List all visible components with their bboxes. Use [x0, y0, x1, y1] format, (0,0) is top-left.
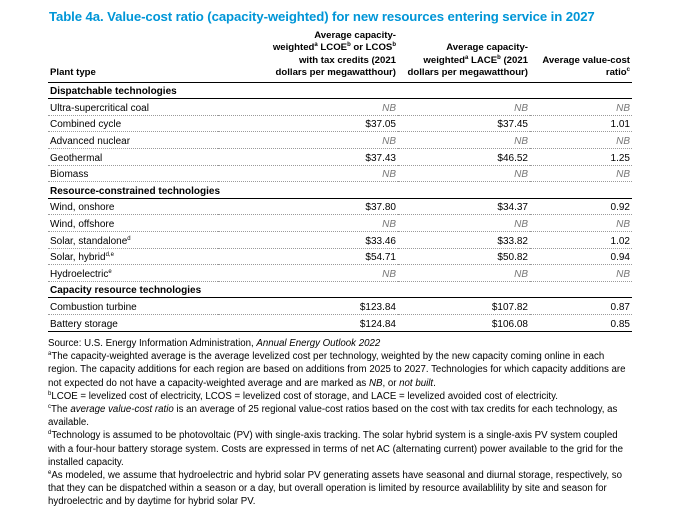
section-header-row	[48, 82, 632, 99]
footnote-marker: e	[108, 268, 112, 275]
plant-type-label: Solar, standalone	[50, 235, 128, 247]
header-ratio-label: Average value-cost ratio	[542, 54, 630, 79]
footnote-marker: e	[48, 470, 52, 477]
lcoe-cell: NB	[218, 99, 398, 116]
header-lcoe-line4: dollars per megawatthour)	[275, 67, 396, 79]
ratio-cell: NB	[530, 265, 632, 282]
table-row	[48, 132, 632, 149]
lcoe-cell: NB	[218, 132, 398, 149]
table-row	[48, 215, 632, 232]
footnote-c	[48, 403, 634, 429]
lcoe-cell: $37.80	[218, 198, 398, 215]
table-row	[48, 165, 632, 182]
footnote-text: As modeled, we assume that hydroelectric and hybrid solar PV generating assets have seasonal and diurnal storage, respectively, so that they can be dispatched within a season or a day, but overall operation is limited by resource availablility by site and season for hydroelectric and by daytime for hybrid solar PV.	[48, 470, 622, 508]
footnote-marker: a	[314, 42, 318, 49]
plant-type-cell	[48, 298, 218, 315]
lace-cell: $37.45	[398, 115, 530, 132]
header-lcoe-line2-c: or LCOS	[350, 42, 393, 54]
plant-type-cell	[48, 248, 218, 265]
plant-type-cell	[48, 265, 218, 282]
ratio-cell: NB	[530, 215, 632, 232]
footnote-marker: b	[392, 42, 396, 49]
footnote-nb: NB	[368, 377, 383, 389]
plant-type-cell	[48, 99, 218, 116]
lace-cell: $106.08	[398, 314, 530, 331]
table-row	[48, 115, 632, 132]
lace-cell: $50.82	[398, 248, 530, 265]
source-note	[48, 337, 634, 350]
lace-cell: NB	[398, 132, 530, 149]
plant-type-cell	[48, 132, 218, 149]
plant-type-label: Solar, hybrid	[50, 252, 106, 264]
plant-type-cell	[48, 314, 218, 331]
section-title: Dispatchable technologies	[48, 82, 632, 99]
header-row	[48, 30, 632, 82]
header-lcoe-line1: Average capacity-	[314, 30, 396, 41]
header-lcoe-line3: with tax credits (2021	[298, 54, 396, 66]
lace-cell: NB	[398, 265, 530, 282]
section-header-row	[48, 281, 632, 298]
header-lace-line2-a: weighted	[423, 54, 465, 66]
footnote-text: The capacity-weighted average is the average levelized cost per technology, weighted by the new capacity coming online in each region. The capacity additions for each region are based on additions from 2025 to 2027. Technologies for which capacity additions are not expected do not have a capacity-weighted average and are marked as	[48, 351, 626, 389]
ratio-cell: 0.85	[530, 314, 632, 331]
ratio-cell: NB	[530, 165, 632, 182]
table-notes	[48, 337, 634, 509]
footnote-marker: d	[127, 235, 131, 242]
plant-type-label: Combined cycle	[50, 119, 122, 131]
ratio-cell: 0.94	[530, 248, 632, 265]
header-lcoe-line2-a: weighted	[272, 42, 315, 54]
footnote-not-built: not built	[399, 377, 434, 389]
ratio-cell: 1.25	[530, 149, 632, 166]
footnote-marker: a	[465, 54, 469, 61]
plant-type-cell	[48, 198, 218, 215]
header-lace-line1: Average capacity-	[446, 42, 528, 54]
lace-cell: $107.82	[398, 298, 530, 315]
ratio-cell: NB	[530, 132, 632, 149]
ratio-cell: 1.02	[530, 231, 632, 248]
table-row	[48, 231, 632, 248]
lace-cell: NB	[398, 215, 530, 232]
table-row	[48, 248, 632, 265]
footnote-text: Technology is assumed to be photovoltaic (PV) with single-axis tracking. The solar hybrid system is a single-axis PV system coupled with a four-hour battery storage system. Costs are expressed in terms of net AC (alternating current) power available to the grid for the installed capacity.	[48, 430, 624, 468]
lcoe-cell: $37.05	[218, 115, 398, 132]
plant-type-label: Ultra-supercritical coal	[50, 102, 149, 114]
value-cost-table	[48, 30, 632, 332]
ratio-cell: 1.01	[530, 115, 632, 132]
footnote-marker: c	[48, 404, 51, 411]
footnote-marker: b	[48, 390, 52, 397]
table-row	[48, 149, 632, 166]
plant-type-label: Battery storage	[50, 318, 118, 330]
footnote-text: .	[433, 377, 436, 389]
plant-type-cell	[48, 231, 218, 248]
table-row	[48, 298, 632, 315]
footnote-d	[48, 429, 634, 469]
plant-type-label: Combustion turbine	[50, 301, 137, 313]
table-row	[48, 99, 632, 116]
plant-type-label: Biomass	[50, 169, 89, 181]
ratio-cell: 0.92	[530, 198, 632, 215]
header-lace-line2-b: LACE	[468, 54, 498, 66]
lcoe-cell: $54.71	[218, 248, 398, 265]
plant-type-label: Geothermal	[50, 152, 103, 164]
table-title: Table 4a. Value-cost ratio (capacity-weighted) for new resources entering service in 2027	[49, 9, 595, 24]
footnote-text: is an average of 25 regional value-cost ratios based on the cost with tax credits for each technology, as available.	[48, 404, 618, 429]
source-publication: Annual Energy Outlook 2022	[256, 338, 381, 349]
section-title: Resource-constrained technologies	[48, 182, 632, 199]
footnote-marker: d	[48, 430, 52, 437]
header-lace	[398, 30, 530, 82]
lace-cell: $46.52	[398, 149, 530, 166]
lcoe-cell: $124.84	[218, 314, 398, 331]
lcoe-cell: $37.43	[218, 149, 398, 166]
lcoe-cell: NB	[218, 265, 398, 282]
table-body	[48, 82, 632, 331]
header-lcoe-line2-b: LCOE	[317, 42, 348, 54]
source-text: Source: U.S. Energy Information Administration,	[48, 338, 257, 349]
footnote-text: LCOE = levelized cost of electricity, LCOS = levelized cost of storage, and LACE = levelized avoided cost of electricity.	[51, 390, 558, 402]
plant-type-label: Advanced nuclear	[50, 136, 131, 147]
plant-type-label: Hydroelectric	[50, 268, 109, 280]
plant-type-label: Wind, onshore	[50, 202, 115, 214]
lcoe-cell: $33.46	[218, 231, 398, 248]
plant-type-cell	[48, 149, 218, 166]
ratio-cell: 0.87	[530, 298, 632, 315]
section-header-row	[48, 182, 632, 199]
footnote-text: The	[51, 404, 71, 416]
plant-type-cell	[48, 165, 218, 182]
lcoe-cell: NB	[218, 165, 398, 182]
footnote-marker: b	[347, 42, 351, 49]
lace-cell: NB	[398, 99, 530, 116]
footnote-marker: a	[48, 351, 52, 358]
table-row	[48, 198, 632, 215]
header-lace-line2-c: (2021	[500, 54, 528, 66]
footnote-italic: average value-cost ratio	[70, 404, 174, 416]
lace-cell: $34.37	[398, 198, 530, 215]
header-lcoe	[218, 30, 398, 82]
footnote-e	[48, 469, 634, 509]
plant-type-cell	[48, 215, 218, 232]
lcoe-cell: $123.84	[218, 298, 398, 315]
footnote-marker: c	[626, 67, 630, 74]
lace-cell: $33.82	[398, 231, 530, 248]
footnote-b	[48, 390, 634, 403]
header-plant-type: Plant type	[48, 30, 218, 82]
section-title: Capacity resource technologies	[48, 281, 632, 298]
ratio-cell: NB	[530, 99, 632, 116]
footnote-text: , or	[382, 377, 400, 389]
table-row	[48, 314, 632, 331]
footnote-marker: d,e	[105, 252, 114, 259]
header-lace-line3: dollars per megawatthour)	[407, 67, 528, 79]
footnote-a	[48, 350, 634, 390]
plant-type-label: Wind, offshore	[50, 218, 115, 230]
footnote-marker: b	[497, 54, 501, 61]
lace-cell: NB	[398, 165, 530, 182]
table-row	[48, 265, 632, 282]
plant-type-cell	[48, 115, 218, 132]
header-ratio	[530, 30, 632, 82]
lcoe-cell: NB	[218, 215, 398, 232]
